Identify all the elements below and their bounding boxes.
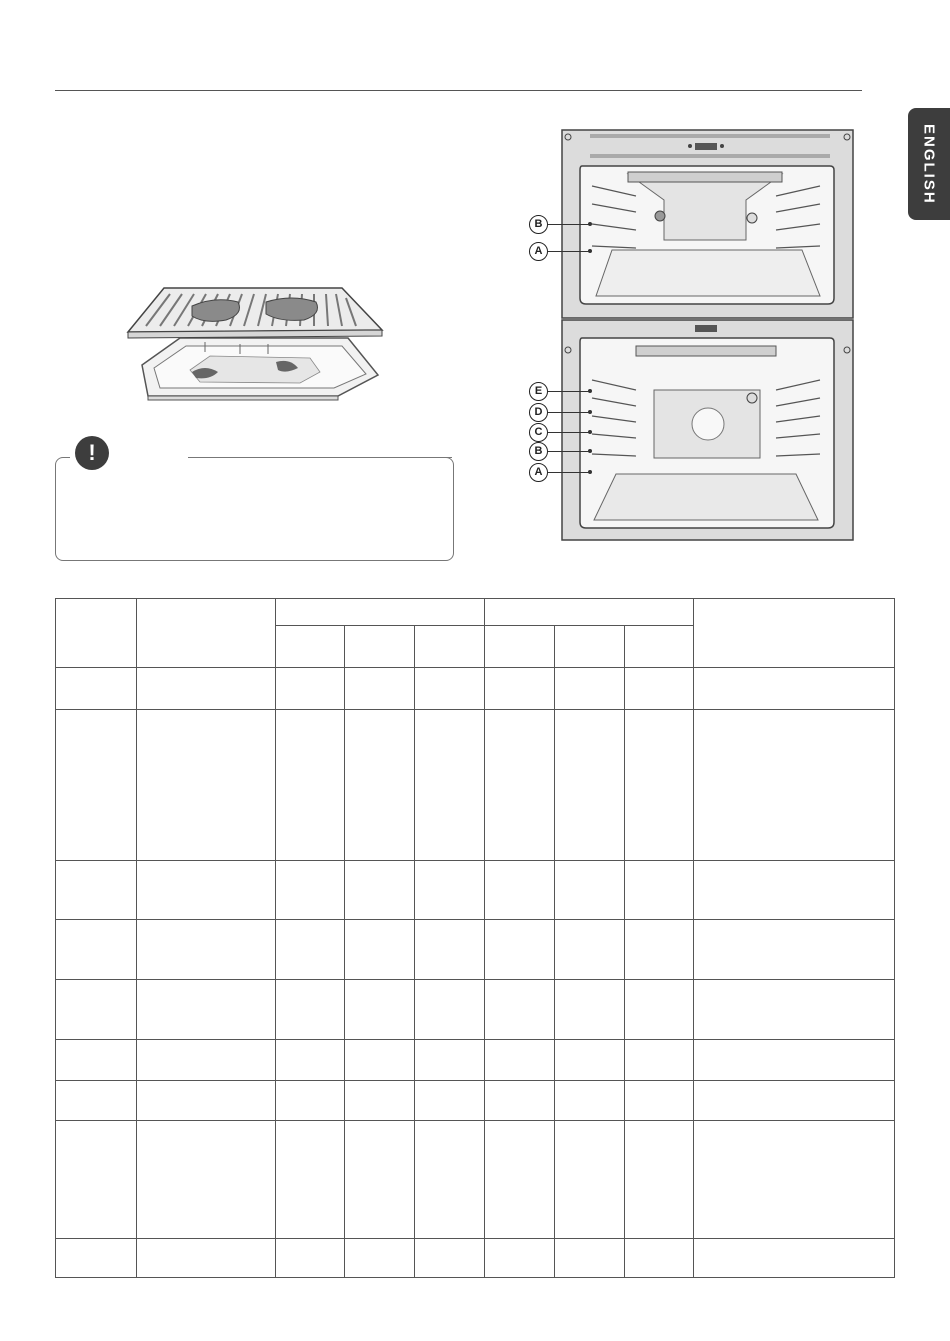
table-cell <box>485 668 555 710</box>
table-cell <box>345 668 415 710</box>
lower-rack-label-c: C <box>529 423 548 442</box>
table-cell <box>276 1081 345 1121</box>
table-cell <box>276 861 345 920</box>
table-cell <box>485 980 555 1040</box>
table-cell <box>345 1239 415 1278</box>
table-cell <box>415 861 485 920</box>
table-cell <box>694 710 895 861</box>
language-tab-label: ENGLISH <box>920 123 938 205</box>
table-cell <box>345 1121 415 1239</box>
table-cell <box>694 920 895 980</box>
table-cell <box>276 668 345 710</box>
note-box <box>55 457 454 561</box>
table-cell <box>555 626 625 668</box>
lower-rack-label-a: A <box>529 463 548 482</box>
lower-rack-label-e: E <box>529 382 548 401</box>
header-cell <box>137 599 276 668</box>
table-header-row <box>56 599 895 626</box>
table-cell <box>415 668 485 710</box>
header-group-cell <box>276 599 485 626</box>
table-cell <box>555 1040 625 1081</box>
table-cell <box>485 920 555 980</box>
table-cell <box>694 980 895 1040</box>
table-cell <box>345 980 415 1040</box>
table-cell <box>56 668 137 710</box>
table-cell <box>137 980 276 1040</box>
table-cell <box>555 1081 625 1121</box>
note-header-rule <box>188 457 452 458</box>
table-cell <box>415 1121 485 1239</box>
table-cell <box>276 1239 345 1278</box>
table-cell <box>56 1239 137 1278</box>
table-cell <box>56 1121 137 1239</box>
table-row <box>56 668 895 710</box>
table-cell <box>694 861 895 920</box>
table-cell <box>56 710 137 861</box>
table-cell <box>694 668 895 710</box>
table-cell <box>56 1081 137 1121</box>
table-cell <box>555 861 625 920</box>
upper-oven <box>562 130 853 318</box>
table-cell <box>137 1239 276 1278</box>
table-cell <box>137 710 276 861</box>
exclamation-icon: ! <box>75 436 109 470</box>
double-oven-diagram <box>520 128 865 543</box>
broiler-pan-illustration <box>120 280 390 410</box>
table-row <box>56 980 895 1040</box>
table-cell <box>555 1121 625 1239</box>
table-cell <box>694 1121 895 1239</box>
upper-rack-label-b: B <box>529 215 548 234</box>
table-cell <box>415 1081 485 1121</box>
table-row <box>56 920 895 980</box>
table-cell <box>415 710 485 861</box>
table-cell <box>276 1121 345 1239</box>
table-cell <box>345 861 415 920</box>
table-cell <box>56 861 137 920</box>
table-cell <box>694 1040 895 1081</box>
table-row <box>56 1081 895 1121</box>
table-cell <box>555 920 625 980</box>
lower-rack-label-d: D <box>529 403 548 422</box>
table-cell <box>555 668 625 710</box>
upper-rack-label-a: A <box>529 242 548 261</box>
table-cell <box>415 980 485 1040</box>
table-cell <box>555 710 625 861</box>
table-cell <box>137 1121 276 1239</box>
top-rule <box>55 90 862 91</box>
drip-pan <box>142 338 378 400</box>
table-cell <box>345 1081 415 1121</box>
table-cell <box>485 1121 555 1239</box>
header-cell <box>694 599 895 668</box>
table-cell <box>555 980 625 1040</box>
language-tab <box>908 108 950 220</box>
table-cell <box>345 920 415 980</box>
table-cell <box>276 710 345 861</box>
table-row <box>56 1239 895 1278</box>
table-cell <box>137 861 276 920</box>
table-row <box>56 1121 895 1239</box>
table-cell <box>345 626 415 668</box>
table-cell <box>625 1121 694 1239</box>
table-row <box>56 1040 895 1081</box>
table-cell <box>625 710 694 861</box>
table-cell <box>485 626 555 668</box>
table-cell <box>555 1239 625 1278</box>
table-cell <box>137 1040 276 1081</box>
table-cell <box>276 920 345 980</box>
table-cell <box>625 1040 694 1081</box>
table-cell <box>625 668 694 710</box>
table-cell <box>415 920 485 980</box>
table-cell <box>56 1040 137 1081</box>
table-cell <box>625 1081 694 1121</box>
table-cell <box>415 1040 485 1081</box>
table-cell <box>694 1081 895 1121</box>
table-cell <box>625 861 694 920</box>
table-cell <box>56 980 137 1040</box>
table-cell <box>276 1040 345 1081</box>
cooking-guide-table <box>55 598 895 1278</box>
lower-rack-label-b: B <box>529 442 548 461</box>
table-cell <box>276 980 345 1040</box>
table-cell <box>625 1239 694 1278</box>
table-cell <box>345 710 415 861</box>
table-cell <box>625 980 694 1040</box>
table-cell <box>625 920 694 980</box>
lower-oven <box>562 320 853 540</box>
table-cell <box>137 1081 276 1121</box>
table-cell <box>137 668 276 710</box>
table-cell <box>485 710 555 861</box>
broiler-grill <box>128 288 382 338</box>
table-cell <box>415 626 485 668</box>
table-cell <box>276 626 345 668</box>
table-cell <box>485 1239 555 1278</box>
table-cell <box>625 626 694 668</box>
table-cell <box>485 1040 555 1081</box>
table-cell <box>485 1081 555 1121</box>
table-row <box>56 710 895 861</box>
table-cell <box>137 920 276 980</box>
table-cell <box>415 1239 485 1278</box>
table-row <box>56 861 895 920</box>
header-cell <box>56 599 137 668</box>
table-cell <box>345 1040 415 1081</box>
table-cell <box>485 861 555 920</box>
table-cell <box>694 1239 895 1278</box>
table-cell <box>56 920 137 980</box>
header-group-cell <box>485 599 694 626</box>
